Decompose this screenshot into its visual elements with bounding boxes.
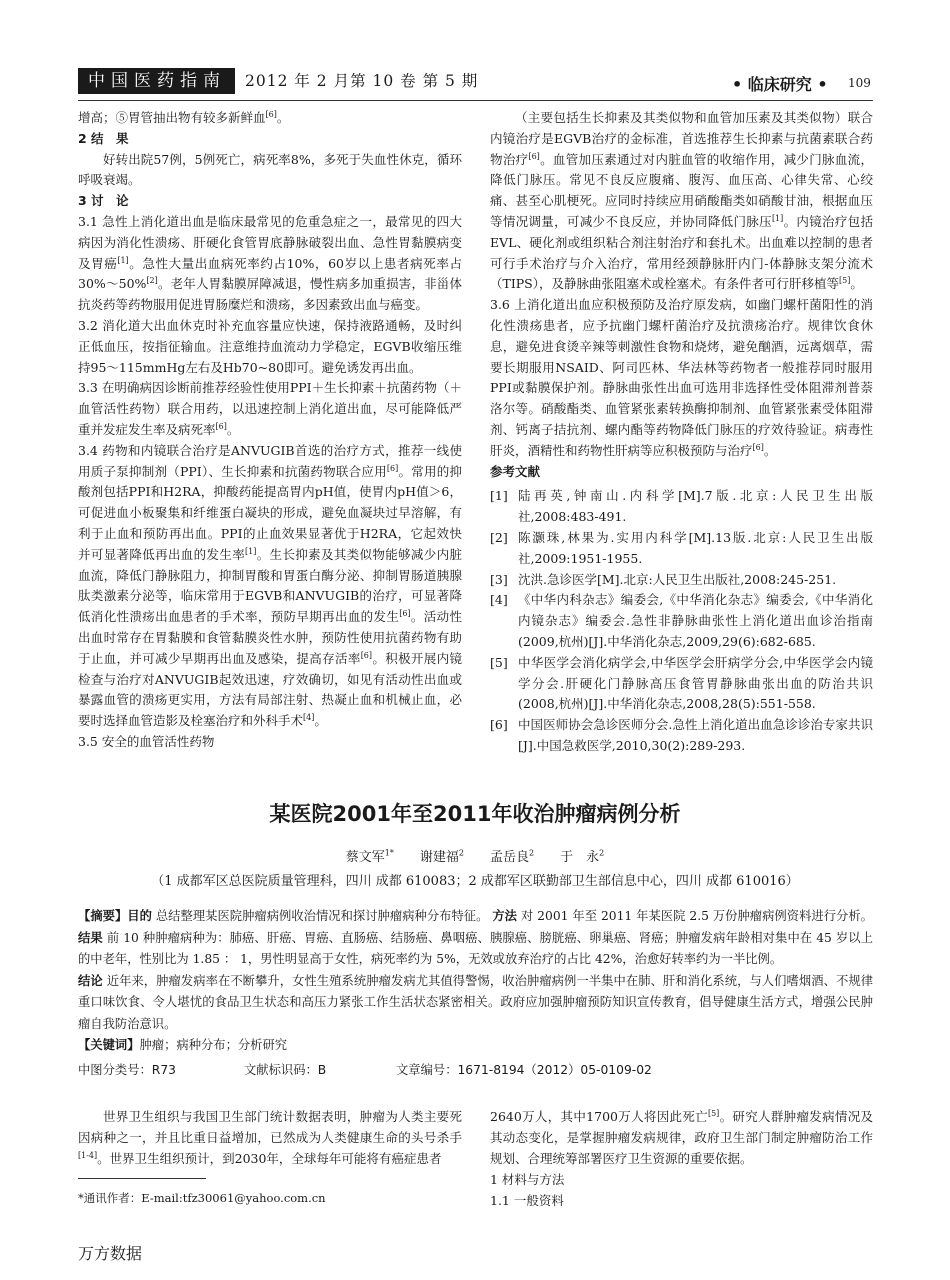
- method-text: 对 2001 年至 2011 年某医院 2.5 万份肿瘤病例资料进行分析。: [520, 909, 873, 923]
- reference-text: 陈灏珠,林果为.实用内科学[M].13版.北京:人民卫生出版社,2009:1951-1955.: [518, 529, 873, 566]
- reference-number: [6]: [490, 717, 508, 733]
- paragraph: 3.1 急性上消化道出血是临床最常见的危重急症之一，最常见的四大病因为消化性溃疡、肝硬化食管胃底静脉破裂出血、急性胃黏膜病变及胃癌[1]。急性大量出血病死率约占10%，60岁以上患者病死率占30%～50%[2]。老年人胃黏膜屏障减退，慢性病多加重损害，非甾体抗炎药等药物服用促进胃肠糜烂和溃疡，多因素致出血与癌变。: [78, 213, 462, 313]
- reference-item: [490, 570, 873, 591]
- body-right-column: [490, 1106, 873, 1211]
- reference-number: [1]: [490, 488, 508, 504]
- paragraph: （主要包括生长抑素及其类似物和血管加压素及其类似物）联合内镜治疗是EGVB治疗的金标准，首选推荐生长抑素与抗菌素联合药物治疗[6]。血管加压素通过对内脏血管的收缩作用，减少门脉血流，降低门脉压。常见不良反应腹痛、腹泻、血压高、心律失常、心绞痛、甚至心肌梗死。应同时持续应用硝酸酯类如硝酸甘油，根据血压等情况调量，可减少不良反应，并协同降低门脉压[1]。内镜治疗包括EVL、硬化剂或组织粘合剂注射治疗和套扎术。出血难以控制的患者可行手术治疗与介入治疗，常用经颈静脉肝内门-体静脉支架分流术（TIPS），及静脉曲张阻塞术或栓塞术。有条件者可行肝移植等[5]。: [490, 110, 873, 292]
- reference-item: [490, 653, 873, 715]
- conclusion-text: 近年来，肿瘤发病率在不断攀升，女性生殖系统肿瘤发病尤其值得警惕，收治肿瘤病例一半集中在肺、肝和消化系统，与人们嗜烟酒、不规律重口味饮食、令人堪忧的食品卫生状态和高压力紧张工作生活状态紧密相关。政府应加强肿瘤预防知识宣传教育，倡导健康生活方式，增强公民肿瘤自我防治意识。: [78, 973, 873, 1031]
- reference-item: [490, 528, 873, 570]
- body-paragraph: 世界卫生组织与我国卫生部门统计数据表明，肿瘤为人类主要死因病种之一，并且比重日益增加，已然成为人类健康生命的头号杀手[1-4]。世界卫生组织预计，到2030年，全球每年可能将有癌症患者: [78, 1109, 462, 1166]
- reference-item: [490, 715, 873, 757]
- abstract-label: 【摘要】: [78, 909, 128, 923]
- subsection-heading: 1.1 一般资料: [490, 1193, 564, 1208]
- watermark: 万方数据: [78, 1244, 143, 1263]
- result-label: 结果: [78, 930, 103, 945]
- reference-text: 沈洪.急诊医学[M].北京:人民卫生出版社,2008:245-251.: [518, 571, 837, 587]
- reference-item: [490, 590, 873, 652]
- paragraph: 3.5 安全的血管活性药物: [78, 733, 215, 749]
- purpose-label: 目的: [127, 909, 152, 923]
- article-authors: 蔡文军$^{1*}$ 谢建福$^2$ 孟岳良$^2$ 于 永$^2$: [345, 848, 605, 865]
- reference-text: 陆再英,钟南山.内科学[M].7版.北京:人民卫生出版社,2008:483-491.: [518, 488, 873, 525]
- right-column: [490, 108, 873, 757]
- keywords-label: 【关键词】: [78, 1038, 140, 1052]
- reference-item: [490, 486, 873, 528]
- paragraph: 3.6 上消化道出血应积极预防及治疗原发病，如幽门螺杆菌阳性的消化性溃疡患者，应予抗幽门螺杆菌治疗及抗溃疡治疗。规律饮食休息，避免进食烫辛辣等刺激性食物和烧烤，避免酗酒，远离烟草，需要长期服用NSAID、阿司匹林、华法林等药物者一般推荐同时服用PPI或黏膜保护剂。静脉曲张性出血可选用非选择性受体阻滞剂普萘洛尔等。硝酸酯类、血管紧张素转换酶抑制剂、血管紧张素受体阻滞剂、钙离子拮抗剂、螺内酯等药物降低门脉压的疗效待验证。病毒性肝炎，酒精性和药物性肝病等应积极预防与治疗[6]。: [490, 297, 873, 458]
- abstract: [78, 906, 873, 1057]
- footnote-rule: [78, 1178, 206, 1179]
- body-paragraph: 2640万人，其中1700万人将因此死亡[5]。研究人群肿瘤发病情况及其动态变化，是掌握肿瘤发病规律，政府卫生部门制定肿瘤防治工作规划、合理统筹部署医疗卫生资源的重要依据。: [490, 1108, 873, 1166]
- section-heading: 1 材料与方法: [490, 1172, 565, 1187]
- header-rule: [78, 100, 873, 101]
- page-number: 109: [848, 76, 871, 90]
- doc-code: 文献标识码：B: [244, 1063, 327, 1077]
- right-column-text: [490, 108, 873, 482]
- journal-issue: 2012 年 2 月第 10 卷 第 5 期: [235, 68, 488, 94]
- reference-number: [3]: [490, 571, 508, 587]
- reference-text: 中华医学会消化病学会,中华医学会肝病学分会,中华医学会内镜学分会.肝硬化门静脉高压食管胃静脉曲张出血的防治共识(2008,杭州)[J].中华消化杂志,2008,28(5):551-558.: [518, 654, 873, 712]
- paragraph: 3.3 在明确病因诊断前推荐经验性使用PPI＋生长抑素＋抗菌药物（＋血管活性药物）联合用药，以迅速控制上消化道出血，尽可能降低严重并发症发生率及病死率[6]。: [78, 380, 462, 437]
- result-text: 前 10 种肿瘤病种为：肺癌、肝癌、胃癌、直肠癌、结肠癌、鼻咽癌、胰腺癌、膀胱癌、卵巢癌、肾癌；肿瘤发病年龄相对集中在 45 岁以上的中老年，性别比为 1.85 ： 1，男性明显高于女性，病死率约为 5%，无效或放弃治疗的占比 42%，治愈好转率约为一半比例。: [78, 930, 873, 966]
- section-tag: • 临床研究 •: [732, 75, 828, 94]
- paragraph: 3.4 药物和内镜联合治疗是ANVUGIB首选的治疗方式，推荐一线使用质子泵抑制剂（PPI）、生长抑素和抗菌药物联合应用[6]。常用的抑酸剂包括PPI和H2RA，抑酸药能提高胃内pH值，使胃内pH值＞6，可促进血小板聚集和纤维蛋白凝块的形成，避免血凝块过早溶解，有利于止血和预防再出血。PPI的止血效果显著优于H2RA，它起效快并可显著降低再出血的发生率[1]。生长抑素及其类似物能够减少内脏血流，降低门静脉阻力，抑制胃酸和胃蛋白酶分泌、抑制胃肠道胰腺肽类激素分泌等，临床常用于EGVB和ANVUGIB的治疗，可显著降低消化性溃疡出血患者的手术率，预防早期再出血的发生[6]。活动性出血时常存在胃黏膜和食管黏膜炎性水肿，预防性使用抗菌药物有助于止血，并可减少早期再出血及感染，提高存活率[6]。积极开展内镜检查与治疗对ANVUGIB起效迅速，疗效确切，如见有活动性出血或暴露血管的溃疡更实用，方法有局部注射、热凝止血和机械止血，必要时选择血管造影及栓塞治疗和外科手术[4]。: [78, 442, 462, 729]
- paragraph: 好转出院57例，5例死亡，病死率8%，多死于失血性休克，循环呼吸衰竭。: [78, 151, 462, 188]
- keywords-text: 肿瘤；病种分布；分析研究: [139, 1038, 288, 1052]
- paragraph: 增高；⑤胃管抽出物有较多新鲜血[6]。: [78, 109, 290, 125]
- clc-number: 中图分类号：R73: [78, 1063, 176, 1077]
- section-heading: 参考文献: [490, 463, 541, 479]
- article-title: 某医院2001年至2011年收治肿瘤病例分析: [269, 802, 681, 826]
- reference-number: [5]: [490, 654, 508, 670]
- reference-number: [2]: [490, 529, 508, 545]
- section-heading: 3 讨 论: [78, 193, 129, 209]
- reference-text: 《中华内科杂志》编委会,《中华消化杂志》编委会,《中华消化内镜杂志》编委会.急性非静脉曲张性上消化道出血诊治指南(2009,杭州)[J].中华消化杂志,2009,29(6):682-685.: [518, 592, 873, 649]
- left-column: [78, 108, 462, 753]
- article-number: 文章编号：1671-8194（2012）05-0109-02: [396, 1063, 652, 1077]
- paragraph: 3.2 消化道大出血休克时补充血容量应快速，保持液路通畅，及时纠正低血压，按指征输血。注意维持血流动力学稳定，EGVB收缩压维持95～115mmHg左右及Hb70~80即可。避免诱发再出血。: [78, 317, 462, 375]
- reference-text: 中国医师协会急诊医师分会.急性上消化道出血急诊诊治专家共识[J].中国急救医学,2010,30(2):289-293.: [518, 717, 873, 753]
- footnote: *通讯作者：E-mail:tfz30061@yahoo.com.cn: [78, 1191, 326, 1205]
- body-left-column: [78, 1106, 462, 1169]
- journal-name: 中国医药指南: [88, 71, 226, 91]
- method-label: 方法: [492, 909, 517, 923]
- article-affiliation: （1 成都军区总医院质量管理科，四川 成都 610083；2 成都军区联勤部卫生部信息中心，四川 成都 610016）: [151, 874, 799, 889]
- purpose-text: 总结整理某医院肿瘤病例收治情况和探讨肿瘤病种分布特征。: [155, 909, 489, 923]
- section-heading: 2 结 果: [78, 130, 129, 146]
- conclusion-label: 结论: [78, 973, 103, 988]
- reference-number: [4]: [490, 592, 508, 608]
- reference-list: [490, 486, 873, 756]
